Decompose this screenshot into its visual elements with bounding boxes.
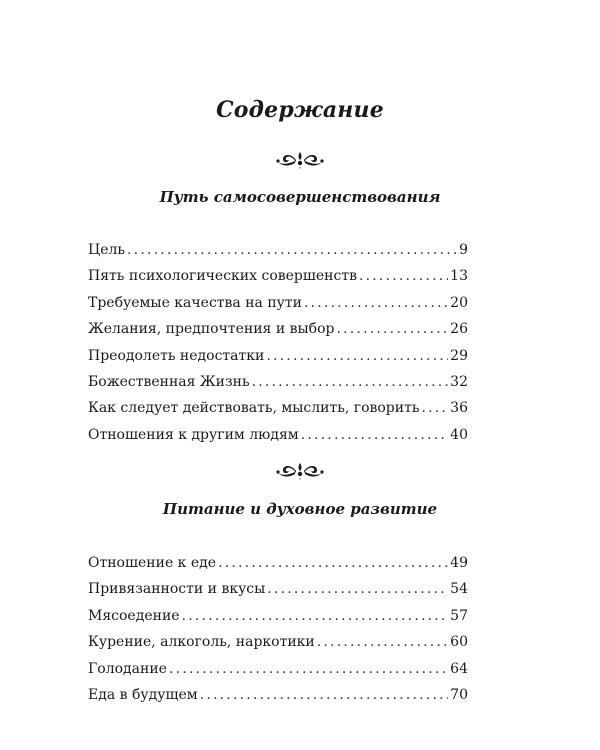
toc-entry[interactable] — [88, 316, 468, 342]
toc-entry-label: Отношения к другим людям — [88, 426, 299, 443]
toc-entry-page: 49 — [450, 555, 468, 571]
toc-entry-label: Голодание — [88, 660, 167, 677]
toc-entry-label: Требуемые качества на пути — [88, 294, 302, 311]
dot-leader — [336, 316, 448, 342]
toc-entry[interactable] — [88, 603, 468, 629]
dot-leader — [266, 343, 448, 369]
toc-list-1 — [88, 237, 468, 448]
toc-entry[interactable] — [88, 263, 468, 289]
dot-leader — [218, 550, 448, 576]
toc-entry-page: 57 — [450, 607, 468, 624]
toc-entry[interactable] — [88, 682, 468, 708]
dot-leader — [182, 603, 449, 629]
section-title-2: Питание и духовное развитие — [162, 500, 438, 518]
toc-entry-label: Привязанности и вкусы — [88, 581, 266, 598]
toc-entry-label: Пять психологических совершенств — [88, 268, 357, 285]
toc-entry-label: Мясоедение — [88, 607, 180, 624]
toc-entry[interactable] — [88, 395, 468, 421]
toc-entry-label: Курение, алкоголь, наркотики — [88, 634, 315, 651]
toc-entry-page: 9 — [459, 242, 468, 258]
toc-entry[interactable] — [88, 369, 468, 395]
toc-entry-page: 13 — [450, 268, 468, 285]
dot-leader — [169, 656, 448, 682]
toc-entry-label: Преодолеть недостатки — [88, 347, 265, 364]
toc-entry[interactable] — [88, 290, 468, 316]
toc-entry-label: Отношение к еде — [88, 555, 217, 571]
fleuron-ornament-icon — [0, 461, 600, 485]
toc-entry-page: 40 — [450, 426, 468, 443]
toc-entry[interactable] — [88, 629, 468, 655]
toc-entry-page: 29 — [450, 347, 468, 364]
toc-entry[interactable] — [88, 422, 468, 448]
dot-leader — [421, 395, 448, 421]
toc-entry-page: 64 — [450, 660, 468, 677]
toc-entry[interactable] — [88, 550, 468, 576]
toc-entry[interactable] — [88, 343, 468, 369]
section-title-1: Путь самосовершенствования — [159, 188, 441, 206]
dot-leader — [200, 682, 448, 708]
toc-entry-page: 36 — [450, 400, 468, 417]
toc-entry-label: Еда в будущем — [88, 686, 198, 703]
toc-list-2 — [88, 550, 468, 708]
dot-leader — [267, 576, 448, 602]
toc-entry-page: 54 — [450, 581, 468, 598]
dot-leader — [304, 290, 448, 316]
dot-leader — [359, 263, 448, 289]
toc-entry-page: 20 — [450, 294, 468, 311]
dot-leader — [127, 237, 457, 263]
dot-leader — [301, 422, 448, 448]
toc-entry-page: 26 — [450, 321, 468, 338]
toc-entry-label: Цель — [88, 242, 126, 258]
toc-entry-label: Как следует действовать, мыслить, говорить — [88, 400, 420, 417]
toc-entry-page: 70 — [450, 686, 468, 703]
dot-leader — [317, 629, 448, 655]
toc-entry[interactable] — [88, 656, 468, 682]
toc-entry[interactable] — [88, 576, 468, 602]
dot-leader — [252, 369, 449, 395]
toc-entry-page: 32 — [450, 373, 468, 390]
fleuron-ornament-icon — [0, 150, 600, 174]
toc-entry[interactable] — [88, 237, 468, 263]
toc-entry-label: Желания, предпочтения и выбор — [88, 321, 335, 338]
toc-entry-label: Божественная Жизнь — [88, 373, 250, 390]
toc-entry-page: 60 — [450, 634, 468, 651]
page-title: Содержание — [216, 97, 384, 123]
